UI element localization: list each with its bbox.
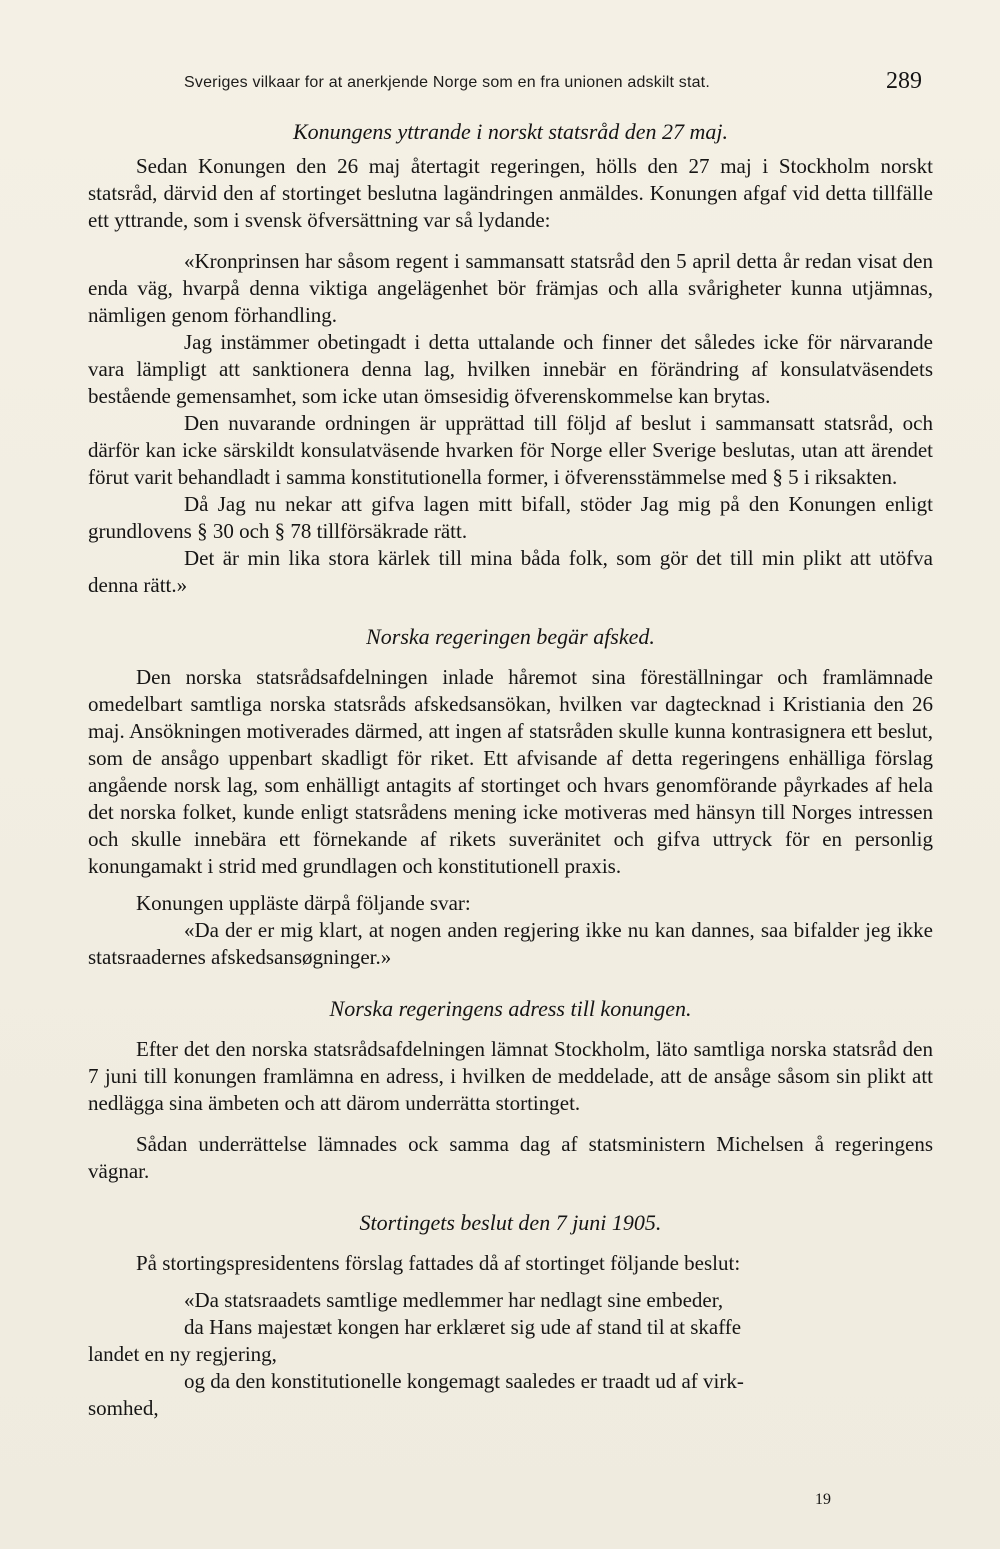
section-title-regeringens-adress: Norska regeringens adress till konungen. bbox=[329, 996, 692, 1021]
decision-line: da Hans majestæt kongen har erklæret sig ude af stand til at skaffe bbox=[184, 1315, 742, 1339]
signature-mark: 19 bbox=[815, 1491, 831, 1508]
paragraph: Efter det den norska statsrådsafdelningen lämnat Stockholm, läto samtliga norska statsråd den 7 juni till konungen framlämna en adress, i hvilken de meddelade, att de ansåge såsom sin plikt att nedlägga sina ämbeten och att därom underrätta stortinget. bbox=[88, 1037, 933, 1115]
quote-paragraph: Jag instämmer obetingadt i detta uttalande och finner det således icke för närvarande vara lämpligt att sanktionera denna lag, hvilken innebär en förändring af konsulatväsendets bestående gemensamhet, som icke utan ömsesidig öfverenskommelse kan brytas. bbox=[88, 330, 933, 408]
section-title-konungens-yttrande: Konungens yttrande i norskt statsråd den 27 maj. bbox=[292, 119, 729, 144]
decision-line: og da den konstitutionelle kongemagt saaledes er traadt ud af virk- bbox=[184, 1369, 744, 1393]
paragraph: På stortingspresidentens förslag fattades då af stortinget följande beslut: bbox=[136, 1251, 741, 1275]
quote-paragraph: Det är min lika stora kärlek till mina båda folk, som gör det till min plikt att utöfva denna rätt.» bbox=[88, 546, 933, 597]
decision-line: somhed, bbox=[88, 1396, 159, 1420]
page-number: 289 bbox=[886, 68, 922, 94]
paragraph: Konungen uppläste därpå följande svar: bbox=[136, 891, 471, 915]
decision-line: «Da statsraadets samtlige medlemmer har nedlagt sine embeder, bbox=[184, 1288, 724, 1312]
paragraph: Sådan underrättelse lämnades ock samma dag af statsministern Michelsen å regeringens vägnar. bbox=[88, 1132, 933, 1183]
paragraph: Sedan Konungen den 26 maj återtagit regeringen, hölls den 27 maj i Stockholm norskt statsråd, därvid den af stortinget beslutna lagändringen anmäldes. Konungen afgaf vid detta tillfälle ett yttrande, som i svensk öfversättning var så lydande: bbox=[88, 154, 933, 232]
running-head: Sveriges vilkaar for at anerkjende Norge som en fra unionen adskilt stat. bbox=[184, 74, 710, 91]
quote-paragraph: Den nuvarande ordningen är upprättad till följd af beslut i sammansatt statsråd, och därför kan icke särskildt konsulatväsende hvarken för Norge eller Sverige beslutas, utan att ärendet förut varit behandladt i samma konstitutionella former, i öfverensstämmelse med § 5 i riksakten. bbox=[88, 411, 933, 489]
quote-paragraph: «Da der er mig klart, at nogen anden regjering ikke nu kan dannes, saa bifalder jeg ikke statsraadernes afskedsansøgninger.» bbox=[88, 918, 933, 969]
royal-statement-quote bbox=[88, 248, 933, 599]
paragraph: Den norska statsrådsafdelningen inlade håremot sina föreställningar och framlämnade omedelbart samtliga norska statsråds afskedsansökan, hvilken var dagtecknad i Kristiania den 26 maj. Ansökningen motiverades därmed, att ingen af statsråden skulle kunna kontrasignera ett beslut, som de ansågo uppenbart skadligt för riket. Ett afvisande af detta regeringens enhälliga förslag angående norsk lag, som enhälligt antagits af stortinget och hvars genomförande påyrkades af hela det norska folket, kunde enligt statsrådens mening icke motiveras med hänsyn till Norges intressen och skulle innebära ett förnekande af rikets suveränitet och gifva uttryck för en personlig konungamakt i strid med grundlagen och konstitutionell praxis. bbox=[88, 665, 933, 878]
page-body bbox=[88, 118, 933, 1422]
section-title-stortingets-beslut: Stortingets beslut den 7 juni 1905. bbox=[359, 1210, 662, 1235]
section-title-regeringen-afsked: Norska regeringen begär afsked. bbox=[366, 624, 655, 649]
quote-paragraph: Då Jag nu nekar att gifva lagen mitt bifall, stöder Jag mig på den Konungen enligt grundlovens § 30 och § 78 tillförsäkrade rätt. bbox=[88, 492, 933, 543]
decision-line: landet en ny regjering, bbox=[88, 1342, 277, 1366]
quote-paragraph: «Kronprinsen har såsom regent i sammansatt statsråd den 5 april detta år redan visat den enda väg, hvarpå denna viktiga angelägenhet bör främjas och alla svårigheter kunna utjämnas, nämligen genom förhandling. bbox=[88, 249, 933, 327]
